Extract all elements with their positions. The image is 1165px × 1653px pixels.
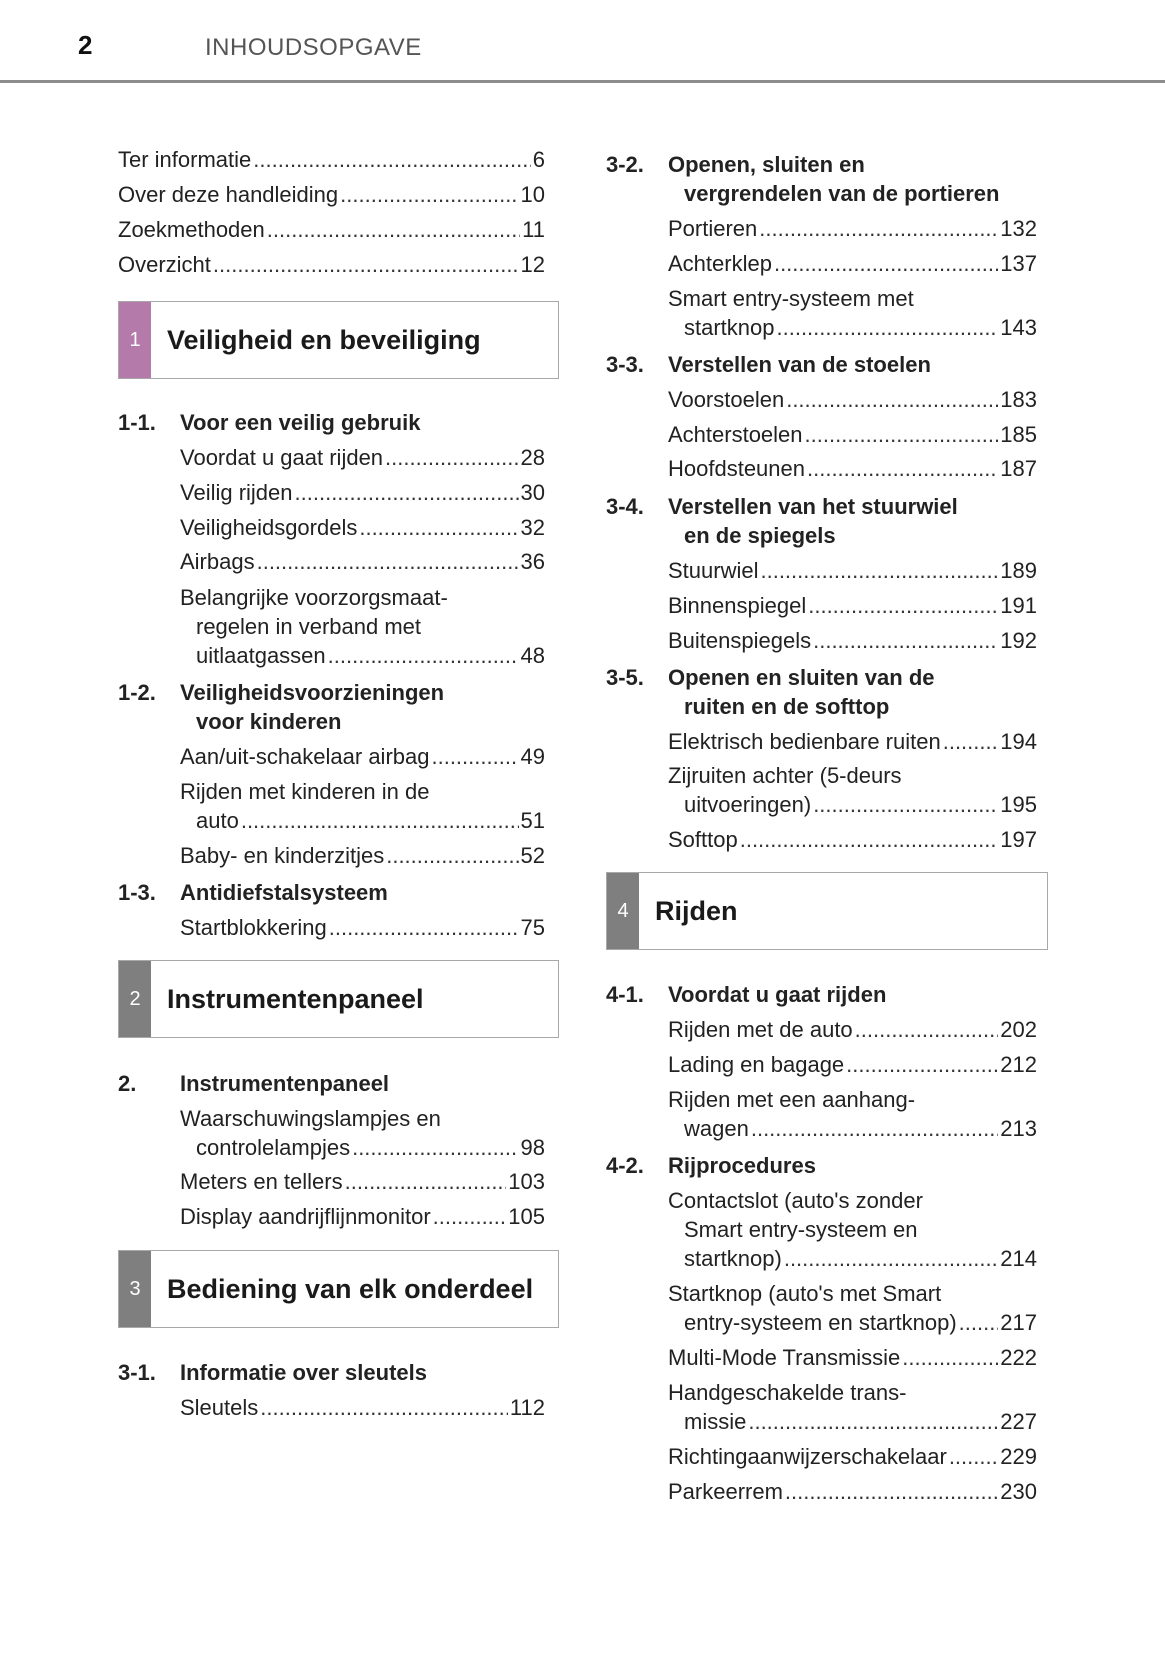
leader-dots xyxy=(253,146,530,174)
toc-entry-title: Binnenspiegel xyxy=(668,593,807,618)
toc-entry-title: Achterstoelen xyxy=(668,422,803,447)
leader-dots xyxy=(740,826,999,854)
leader-dots xyxy=(774,250,998,278)
section-title: Verstellen van de stoelen xyxy=(668,352,931,377)
toc-entry-title: startknop xyxy=(684,315,775,340)
section-number: 1-2. xyxy=(118,680,156,705)
toc-entry-page: 32 xyxy=(520,515,545,540)
leader-dots xyxy=(759,215,998,243)
chapter-3-box[interactable] xyxy=(118,1250,559,1328)
section-title: Openen en sluiten van de xyxy=(668,665,935,690)
section-title: Verstellen van het stuurwiel xyxy=(668,494,958,519)
section-number: 1-1. xyxy=(118,410,156,435)
toc-entry-title: Veiligheidsgordels xyxy=(180,515,358,540)
leader-dots xyxy=(805,421,999,449)
chapter-title: Instrumentenpaneel xyxy=(167,983,424,1014)
toc-entry-page: 103 xyxy=(508,1169,545,1194)
toc-entry[interactable] xyxy=(196,807,545,835)
toc-entry-title: Lading en bagage xyxy=(668,1052,845,1077)
toc-entry-title: uitvoeringen) xyxy=(684,792,812,817)
toc-entry-title[interactable]: Rijden met een aanhang- xyxy=(668,1087,916,1112)
chapter-tab: 1 xyxy=(119,302,151,378)
leader-dots xyxy=(949,1443,998,1471)
toc-entry[interactable] xyxy=(668,557,1037,585)
toc-entry-page: 214 xyxy=(1000,1246,1037,1271)
toc-entry-page: 212 xyxy=(1000,1052,1037,1077)
leader-dots xyxy=(345,1168,507,1196)
chapter-tab: 4 xyxy=(607,873,639,949)
toc-entry[interactable] xyxy=(668,215,1037,243)
toc-entry-page: 192 xyxy=(1000,628,1037,653)
chapter-tab: 2 xyxy=(119,961,151,1037)
leader-dots xyxy=(784,1245,998,1273)
toc-entry-title: wagen xyxy=(684,1116,749,1141)
toc-entry-title: controlelampjes xyxy=(196,1135,351,1160)
toc-entry[interactable] xyxy=(118,146,545,174)
toc-entry-title: Softtop xyxy=(668,827,738,852)
toc-entry[interactable] xyxy=(180,743,545,771)
toc-entry[interactable] xyxy=(668,386,1037,414)
section-title: ruiten en de softtop xyxy=(684,694,890,719)
leader-dots xyxy=(359,514,518,542)
toc-entry-title[interactable]: Smart entry-systeem met xyxy=(668,286,914,311)
toc-entry-page: 137 xyxy=(1000,251,1037,276)
leader-dots xyxy=(902,1344,998,1372)
toc-entry[interactable] xyxy=(668,1051,1037,1079)
section-title: Veiligheidsvoorzieningen xyxy=(180,680,445,705)
toc-entry-title[interactable]: Rijden met kinderen in de xyxy=(180,779,430,804)
page-header xyxy=(0,0,1165,83)
section-title: Voordat u gaat rijden xyxy=(668,982,887,1007)
toc-entry-page: 143 xyxy=(1000,315,1037,340)
leader-dots xyxy=(760,557,998,585)
toc-entry-title: Stuurwiel xyxy=(668,558,759,583)
toc-entry-title: Rijden met de auto xyxy=(668,1017,853,1042)
toc-entry-title: Display aandrijflijnmonitor xyxy=(180,1204,431,1229)
toc-entry[interactable] xyxy=(668,1016,1037,1044)
toc-entry[interactable] xyxy=(180,514,545,542)
toc-entry-page: 229 xyxy=(1000,1444,1037,1469)
chapter-4-box[interactable] xyxy=(606,872,1048,950)
leader-dots xyxy=(433,1203,507,1231)
toc-entry-title: Parkeerrem xyxy=(668,1479,783,1504)
toc-entry-page: 75 xyxy=(520,915,545,940)
leader-dots xyxy=(943,728,999,756)
leader-dots xyxy=(328,642,519,670)
toc-entry-title[interactable]: Handgeschakelde trans- xyxy=(668,1380,907,1405)
header-title: INHOUDSOPGAVE xyxy=(205,34,422,61)
toc-entry-title: missie xyxy=(684,1409,747,1434)
toc-entry-page: 217 xyxy=(1000,1310,1037,1335)
toc-entry-title: Baby- en kinderzitjes xyxy=(180,843,385,868)
section-number: 1-3. xyxy=(118,880,156,905)
toc-entry-title: Startblokkering xyxy=(180,915,327,940)
toc-entry-page: 28 xyxy=(520,445,545,470)
toc-entry-page: 12 xyxy=(520,252,545,277)
section-number: 3-2. xyxy=(606,152,644,177)
section-title: Openen, sluiten en xyxy=(668,152,865,177)
toc-entry-title: Veilig rijden xyxy=(180,480,293,505)
leader-dots xyxy=(340,181,518,209)
section-number: 3-1. xyxy=(118,1360,156,1385)
leader-dots xyxy=(808,592,998,620)
toc-entry-title[interactable]: Contactslot (auto's zonder xyxy=(668,1188,923,1213)
toc-entry-page: 213 xyxy=(1000,1116,1037,1141)
section-title: Rijprocedures xyxy=(668,1153,816,1178)
toc-entry-page: 132 xyxy=(1000,216,1037,241)
toc-entry-page: 183 xyxy=(1000,387,1037,412)
toc-entry-page: 195 xyxy=(1000,792,1037,817)
toc-entry[interactable] xyxy=(118,251,545,279)
toc-entry-title: Voorstoelen xyxy=(668,387,785,412)
section-number: 4-1. xyxy=(606,982,644,1007)
section-title: Voor een veilig gebruik xyxy=(180,410,421,435)
toc-entry-page: 230 xyxy=(1000,1479,1037,1504)
toc-entry[interactable] xyxy=(118,216,545,244)
toc-entry-title: Elektrisch bedienbare ruiten xyxy=(668,729,941,754)
toc-entry-title: Ter informatie xyxy=(118,147,252,172)
toc-entry-page: 6 xyxy=(532,147,545,172)
leader-dots xyxy=(813,791,998,819)
toc-entry-page: 222 xyxy=(1000,1345,1037,1370)
leader-dots xyxy=(213,251,519,279)
toc-entry-title: Hoofdsteunen xyxy=(668,456,805,481)
leader-dots xyxy=(786,386,998,414)
leader-dots xyxy=(385,444,518,472)
toc-entry[interactable] xyxy=(668,1344,1037,1372)
leader-dots xyxy=(785,1478,998,1506)
leader-dots xyxy=(855,1016,999,1044)
chapter-2-box[interactable] xyxy=(118,960,559,1038)
leader-dots xyxy=(807,455,998,483)
toc-entry[interactable] xyxy=(180,1168,545,1196)
toc-entry[interactable] xyxy=(118,181,545,209)
toc-entry[interactable] xyxy=(668,421,1037,449)
leader-dots xyxy=(257,548,519,576)
toc-entry-title[interactable]: Zijruiten achter (5-deurs xyxy=(668,763,902,788)
section-number: 3-3. xyxy=(606,352,644,377)
leader-dots xyxy=(748,1408,998,1436)
toc-entry-title[interactable]: Belangrijke voorzorgsmaat- xyxy=(180,585,448,610)
leader-dots xyxy=(386,842,518,870)
toc-entry-title: Overzicht xyxy=(118,252,211,277)
toc-entry-page: 187 xyxy=(1000,456,1037,481)
toc-entry[interactable] xyxy=(668,455,1037,483)
toc-entry[interactable] xyxy=(684,1115,1037,1143)
toc-entry[interactable] xyxy=(684,791,1037,819)
toc-entry-page: 48 xyxy=(520,643,545,668)
toc-entry[interactable] xyxy=(180,1203,545,1231)
toc-entry-title[interactable]: Smart entry-systeem en xyxy=(684,1217,918,1242)
leader-dots xyxy=(959,1309,999,1337)
toc-entry[interactable] xyxy=(684,1309,1037,1337)
toc-entry-page: 227 xyxy=(1000,1409,1037,1434)
toc-entry-title: Richtingaanwijzerschakelaar xyxy=(668,1444,947,1469)
section-title: voor kinderen xyxy=(196,709,342,734)
toc-entry-title: Sleutels xyxy=(180,1395,259,1420)
toc-entry-title: startknop) xyxy=(684,1246,782,1271)
toc-entry-page: 98 xyxy=(520,1135,545,1160)
toc-entry-page: 51 xyxy=(520,808,545,833)
toc-entry[interactable] xyxy=(196,1134,545,1162)
toc-entry[interactable] xyxy=(180,548,545,576)
toc-entry[interactable] xyxy=(180,479,545,507)
section-title: en de spiegels xyxy=(684,523,836,548)
toc-entry-title[interactable]: regelen in verband met xyxy=(196,614,422,639)
toc-entry-page: 112 xyxy=(509,1395,545,1420)
section-title: Instrumentenpaneel xyxy=(180,1071,390,1096)
toc-entry[interactable] xyxy=(196,642,545,670)
toc-entry-title: Over deze handleiding xyxy=(118,182,339,207)
toc-entry-title: Zoekmethoden xyxy=(118,217,265,242)
leader-dots xyxy=(260,1394,508,1422)
toc-entry[interactable] xyxy=(668,1443,1037,1471)
leader-dots xyxy=(267,216,520,244)
toc-entry-page: 185 xyxy=(1000,422,1037,447)
leader-dots xyxy=(295,479,519,507)
toc-entry-page: 194 xyxy=(1000,729,1037,754)
toc-entry-title: Portieren xyxy=(668,216,758,241)
leader-dots xyxy=(813,627,998,655)
leader-dots xyxy=(352,1134,518,1162)
section-title: vergrendelen van de portieren xyxy=(684,181,1000,206)
toc-entry[interactable] xyxy=(180,914,545,942)
toc-entry[interactable] xyxy=(180,444,545,472)
page-number: 2 xyxy=(78,30,93,60)
leader-dots xyxy=(777,314,999,342)
toc-entry-page: 202 xyxy=(1000,1017,1037,1042)
toc-entry-title: Achterklep xyxy=(668,251,772,276)
toc-entry-page: 11 xyxy=(522,217,545,242)
toc-entry-page: 105 xyxy=(508,1204,545,1229)
toc-entry-title: uitlaatgassen xyxy=(196,643,326,668)
toc-entry-page: 52 xyxy=(520,843,545,868)
toc-entry-page: 36 xyxy=(520,549,545,574)
toc-entry-title: Multi-Mode Transmissie xyxy=(668,1345,901,1370)
toc-entry[interactable] xyxy=(180,1394,545,1422)
toc-entry[interactable] xyxy=(668,728,1037,756)
toc-entry-title: Voordat u gaat rijden xyxy=(180,445,384,470)
toc-entry[interactable] xyxy=(684,314,1037,342)
toc-entry-page: 197 xyxy=(1000,827,1037,852)
toc-entry-page: 49 xyxy=(520,744,545,769)
toc-entry-title: Buitenspiegels xyxy=(668,628,812,653)
chapter-title: Rijden xyxy=(655,895,738,926)
section-title: Informatie over sleutels xyxy=(180,1360,427,1385)
toc-entry[interactable] xyxy=(684,1245,1037,1273)
toc-entry[interactable] xyxy=(668,592,1037,620)
toc-entry-page: 191 xyxy=(1000,593,1037,618)
toc-entry[interactable] xyxy=(684,1408,1037,1436)
toc-entry-page: 189 xyxy=(1000,558,1037,583)
toc-entry-title[interactable]: Waarschuwingslampjes en xyxy=(180,1106,441,1131)
toc-entry-title: Aan/uit-schakelaar airbag xyxy=(180,744,430,769)
section-number: 2. xyxy=(118,1071,137,1096)
chapter-title: Veiligheid en beveiliging xyxy=(167,324,481,355)
toc-entry-title: Airbags xyxy=(180,549,255,574)
toc-entry[interactable] xyxy=(668,250,1037,278)
toc-entry-title: Meters en tellers xyxy=(180,1169,343,1194)
toc-entry-title: entry-systeem en startknop) xyxy=(684,1310,957,1335)
toc-entry[interactable] xyxy=(668,1478,1037,1506)
toc-entry-title: auto xyxy=(196,808,239,833)
toc-entry[interactable] xyxy=(180,842,545,870)
chapter-tab: 3 xyxy=(119,1251,151,1327)
section-number: 3-5. xyxy=(606,665,644,690)
leader-dots xyxy=(431,743,518,771)
toc-entry[interactable] xyxy=(668,826,1037,854)
leader-dots xyxy=(846,1051,998,1079)
toc-entry-title[interactable]: Startknop (auto's met Smart xyxy=(668,1281,942,1306)
section-number: 4-2. xyxy=(606,1153,644,1178)
toc-entry-page: 10 xyxy=(520,182,545,207)
leader-dots xyxy=(751,1115,998,1143)
section-title: Antidiefstalsysteem xyxy=(180,880,388,905)
leader-dots xyxy=(329,914,519,942)
leader-dots xyxy=(241,807,519,835)
chapter-title: Bediening van elk onderdeel xyxy=(167,1273,534,1304)
toc-entry[interactable] xyxy=(668,627,1037,655)
chapter-1-box[interactable] xyxy=(118,301,559,379)
section-number: 3-4. xyxy=(606,494,644,519)
toc-entry-page: 30 xyxy=(520,480,545,505)
